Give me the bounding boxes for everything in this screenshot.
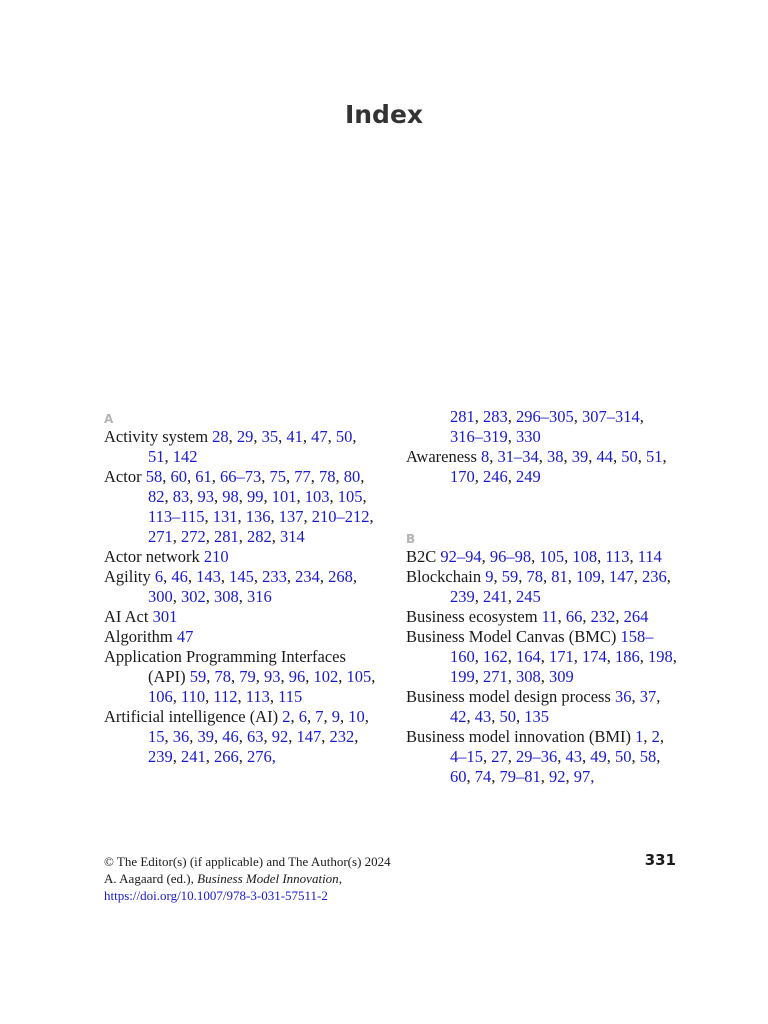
page-ref-link[interactable]: 330 xyxy=(516,427,541,446)
page-ref-link[interactable]: 316–319 xyxy=(450,427,508,446)
page-ref-link[interactable]: 236 xyxy=(642,567,667,586)
page-ref-link[interactable]: 7 xyxy=(315,707,324,726)
page-ref-link[interactable]: 44 xyxy=(596,447,613,466)
citation-prefix: A. Aagaard (ed.), xyxy=(104,871,198,886)
page-ref-link[interactable]: 15 xyxy=(148,727,165,746)
page-ref-link[interactable]: 50 xyxy=(615,747,632,766)
index-entry: B2C 92–94, 96–98, 105, 108, 113, 114 xyxy=(406,547,662,566)
page-ref-link[interactable]: 308 xyxy=(516,667,541,686)
page-ref-link[interactable]: 114 xyxy=(637,547,662,566)
page-ref-link[interactable]: 239 xyxy=(450,587,475,606)
page-ref-link[interactable]: 78 xyxy=(526,567,544,586)
page-ref-link[interactable]: 108 xyxy=(572,547,598,566)
page-ref-link[interactable]: 36 xyxy=(614,687,632,706)
page-ref-link[interactable]: 92–94 xyxy=(440,547,482,566)
index-entry: Business ecosystem 11, 66, 232, 264 xyxy=(406,607,649,626)
page-ref-link[interactable]: 162 xyxy=(483,647,508,666)
citation-suffix: , xyxy=(338,871,342,886)
page-ref-link[interactable]: 268 xyxy=(328,567,353,586)
page-ref-link[interactable]: 281 xyxy=(450,407,475,426)
left-entries xyxy=(104,427,376,767)
page-ref-link[interactable]: 137 xyxy=(278,507,304,526)
page-ref-link[interactable]: 92 xyxy=(271,727,289,746)
section-gap xyxy=(406,487,678,527)
page-ref-link[interactable]: 309 xyxy=(549,667,574,686)
page-ref-link[interactable]: 50 xyxy=(499,707,516,726)
page-ref-link[interactable]: 35 xyxy=(261,427,279,446)
page-ref-link[interactable]: 145 xyxy=(229,567,254,586)
page-ref-link[interactable]: 58 xyxy=(639,747,657,766)
page-ref-link[interactable]: 83 xyxy=(172,487,190,506)
index-entry xyxy=(104,547,376,567)
index-entry: Business model innovation (BMI) 1, 2, 4–15, 27, 29–36, 43, 49, 50, 58, 60, 74, 79–81, 92, 97, xyxy=(406,727,665,786)
page-ref-link[interactable]: 9 xyxy=(331,707,340,726)
index-entry: Awareness 8, 31–34, 38, 39, 44, 50, 51, 170, 246, 249 xyxy=(406,447,667,486)
page-ref-link[interactable]: 50 xyxy=(621,447,638,466)
page-ref-link[interactable]: 241 xyxy=(181,747,206,766)
page-ref-link[interactable]: 164 xyxy=(516,647,541,666)
index-entry: Artificial intelligence (AI) 2, 6, 7, 9, 10, 15, 36, 39, 46, 63, 92, 147, 232, 239, 241, 266, 276, xyxy=(104,707,369,766)
page-ref-link[interactable]: 307–314 xyxy=(582,407,640,426)
index-term: Awareness xyxy=(406,447,481,466)
index-entry: Activity system 28, 29, 35, 41, 47, 50, 51, 142 xyxy=(104,427,357,466)
index-entry: Actor 58, 60, 61, 66–73, 75, 77, 78, 80, 82, 83, 93, 98, 99, 101, 103, 105, 113–115, 131, 136, 137, 210–212, 271, 272, 281, 282, 314 xyxy=(104,467,374,546)
page-ref-link[interactable]: 81 xyxy=(551,567,568,586)
page-ref-link[interactable]: 210–212 xyxy=(311,507,370,526)
page-ref-link[interactable]: 66 xyxy=(565,607,583,626)
page-ref-link[interactable]: 9 xyxy=(485,567,494,586)
page-ref-link[interactable]: 246 xyxy=(483,467,508,486)
index-term: Blockchain xyxy=(406,567,486,586)
page-ref-link[interactable]: 46 xyxy=(171,567,188,586)
page-ref-link[interactable]: 186 xyxy=(615,647,640,666)
page-ref-link[interactable]: 103 xyxy=(304,487,330,506)
page-ref-link[interactable]: 78 xyxy=(318,467,336,486)
page-ref-link[interactable]: 50 xyxy=(335,427,353,446)
page-ref-link[interactable]: 58 xyxy=(145,467,163,486)
page-ref-link[interactable]: 47 xyxy=(311,427,328,446)
index-term: Actor network xyxy=(104,547,204,566)
page-ref-link[interactable]: 300 xyxy=(148,587,173,606)
index-term: Activity system xyxy=(104,427,213,446)
page-ref-link[interactable]: 281 xyxy=(214,527,239,546)
page-ref-link[interactable]: 249 xyxy=(516,467,541,486)
page-ref-link[interactable]: 198 xyxy=(648,647,673,666)
citation-line xyxy=(104,870,664,887)
page-ref-link[interactable]: 296–305 xyxy=(516,407,574,426)
page-ref-link[interactable]: 102 xyxy=(313,667,339,686)
page-ref-link[interactable]: 61 xyxy=(195,467,212,486)
page-ref-link[interactable]: 80 xyxy=(343,467,361,486)
index-term: Business model innovation (BMI) xyxy=(406,727,636,746)
page-ref-link[interactable]: 316 xyxy=(247,587,272,606)
page-ref-link[interactable]: 98 xyxy=(222,487,239,506)
index-entry: Application Programming Interfaces (API) 59, 78, 79, 93, 96, 102, 105, 106, 110, 112, 113, 115 xyxy=(104,647,376,706)
page-ref-link[interactable]: 96 xyxy=(288,667,306,686)
page-ref-link[interactable]: 239 xyxy=(148,747,173,766)
page-ref-link[interactable]: 46 xyxy=(222,727,239,746)
page-ref-link[interactable]: 113–115 xyxy=(148,507,205,526)
page-ref-link[interactable]: 109 xyxy=(576,567,601,586)
page-ref-link[interactable]: 29 xyxy=(236,427,254,446)
page-ref-link[interactable]: 232 xyxy=(590,607,616,626)
page-ref-link[interactable]: 28 xyxy=(212,427,229,446)
page-ref-link[interactable]: 266 xyxy=(214,747,239,766)
index-term: AI Act xyxy=(104,607,153,626)
right-entries-a xyxy=(406,447,678,487)
index-entry: Blockchain 9, 59, 78, 81, 109, 147, 236, 239, 241, 245 xyxy=(406,567,671,606)
page-ref-link[interactable]: 31–34 xyxy=(497,447,539,466)
page-ref-link[interactable]: 60 xyxy=(450,767,467,786)
page-ref-link[interactable]: 41 xyxy=(286,427,303,446)
page-ref-link[interactable]: 272 xyxy=(181,527,206,546)
page-ref-link[interactable]: 241 xyxy=(483,587,508,606)
index-term: B2C xyxy=(406,547,441,566)
page-ref-link[interactable]: 171 xyxy=(549,647,574,666)
index-term: Business Model Canvas (BMC) xyxy=(406,627,621,646)
page-ref-link[interactable]: 78 xyxy=(214,667,231,686)
page-ref-link[interactable]: 11 xyxy=(541,607,558,626)
page-ref-link[interactable]: 1 xyxy=(635,727,644,746)
page-ref-link[interactable]: 271 xyxy=(148,527,173,546)
page-ref-link[interactable]: 79 xyxy=(239,667,256,686)
page-ref-link[interactable]: 63 xyxy=(247,727,264,746)
page-ref-link[interactable]: 59 xyxy=(501,567,519,586)
page-ref-link[interactable]: 49 xyxy=(590,747,607,766)
page-number: 331 xyxy=(644,851,676,869)
footer xyxy=(104,853,664,904)
page-ref-link[interactable]: 158–160 xyxy=(450,627,654,666)
page-ref-link[interactable]: 36 xyxy=(172,727,190,746)
page-ref-link[interactable]: 276, xyxy=(247,747,276,766)
page-ref-link[interactable]: 302 xyxy=(181,587,206,606)
page-ref-link[interactable]: 115 xyxy=(278,687,303,706)
continuation-pages: 281, 283, 296–305, 307–314, 316–319, 330 xyxy=(450,407,644,446)
page-ref-link[interactable]: 105 xyxy=(337,487,363,506)
index-entry: Agility 6, 46, 143, 145, 233, 234, 268, 300, 302, 308, 316 xyxy=(104,567,358,606)
page-ref-link[interactable]: 42 xyxy=(450,707,467,726)
page-ref-link[interactable]: 113 xyxy=(245,687,270,706)
page-ref-link[interactable]: 131 xyxy=(212,507,238,526)
page-ref-link[interactable]: 6 xyxy=(154,567,164,586)
index-term: Application Programming Interfaces (API) xyxy=(104,647,346,686)
page-ref-link[interactable]: 110 xyxy=(181,687,206,706)
page-ref-link[interactable]: 170 xyxy=(450,467,475,486)
page-ref-link[interactable]: 29–36 xyxy=(516,747,558,766)
page-ref-link[interactable]: 147 xyxy=(296,727,322,746)
page-ref-link[interactable]: 93 xyxy=(263,667,281,686)
doi-link[interactable]: https://doi.org/10.1007/978-3-031-57511-2 xyxy=(104,888,328,903)
index-column-left xyxy=(104,407,376,767)
page-ref-link[interactable]: 135 xyxy=(524,707,549,726)
index-column-right xyxy=(406,407,678,787)
page-ref-link[interactable]: 51 xyxy=(646,447,663,466)
page-ref-link[interactable]: 10 xyxy=(348,707,365,726)
copyright-line: © The Editor(s) (if applicable) and The Author(s) 2024 xyxy=(104,854,391,869)
page-ref-link[interactable]: 174 xyxy=(582,647,607,666)
index-term: Actor xyxy=(104,467,146,486)
right-entries-b xyxy=(406,547,678,787)
page-ref-link[interactable]: 82 xyxy=(148,487,165,506)
index-term: Business ecosystem xyxy=(406,607,542,626)
index-entry xyxy=(104,607,376,627)
index-entry xyxy=(104,627,376,647)
page-ref-link[interactable]: 92 xyxy=(549,767,566,786)
page-ref-link[interactable]: 77 xyxy=(294,467,311,486)
page-ref-link[interactable]: 105 xyxy=(346,667,372,686)
page-ref-link[interactable]: 47 xyxy=(176,627,194,646)
page-ref-link[interactable]: 2 xyxy=(651,727,660,746)
index-entry: Business Model Canvas (BMC) 158–160, 162, 164, 171, 174, 186, 198, 199, 271, 308, 309 xyxy=(406,627,677,686)
page-ref-link[interactable]: 283 xyxy=(483,407,508,426)
page-ref-link[interactable]: 38 xyxy=(547,447,564,466)
page-ref-link[interactable]: 39 xyxy=(571,447,589,466)
page-ref-link[interactable]: 99 xyxy=(247,487,264,506)
page-ref-link[interactable]: 97, xyxy=(573,767,595,786)
page-ref-link[interactable]: 106 xyxy=(148,687,173,706)
page-ref-link[interactable]: 51 xyxy=(148,447,165,466)
page-ref-link[interactable]: 113 xyxy=(605,547,630,566)
page-ref-link[interactable]: 264 xyxy=(623,607,649,626)
page-ref-link[interactable]: 142 xyxy=(172,447,198,466)
page-ref-link[interactable]: 301 xyxy=(152,607,178,626)
page-title: Index xyxy=(344,100,424,129)
page-ref-link[interactable]: 271 xyxy=(483,667,508,686)
page-ref-link[interactable]: 232 xyxy=(329,727,355,746)
page-ref-link[interactable]: 282 xyxy=(247,527,272,546)
page-ref-link[interactable]: 6 xyxy=(298,707,307,726)
page-ref-link[interactable]: 8 xyxy=(481,447,490,466)
page-ref-link[interactable]: 143 xyxy=(196,567,221,586)
page-ref-link[interactable]: 43 xyxy=(565,747,582,766)
page-ref-link[interactable]: 233 xyxy=(262,567,287,586)
index-term: Artificial intelligence (AI) xyxy=(104,707,283,726)
page-ref-link[interactable]: 147 xyxy=(609,567,634,586)
page-ref-link[interactable]: 210 xyxy=(203,547,229,566)
book-title: Business Model Innovation xyxy=(197,871,339,886)
page-ref-link[interactable]: 66–73 xyxy=(219,467,262,486)
page-ref-link[interactable]: 27 xyxy=(491,747,508,766)
page-ref-link[interactable]: 74 xyxy=(474,767,492,786)
page-ref-link[interactable]: 136 xyxy=(245,507,271,526)
page-ref-link[interactable]: 60 xyxy=(170,467,187,486)
page-ref-link[interactable]: 79–81 xyxy=(499,767,541,786)
page-ref-link[interactable]: 75 xyxy=(269,467,286,486)
section-letter-b: B xyxy=(406,532,416,546)
index-term: Algorithm xyxy=(104,627,177,646)
page-ref-link[interactable]: 105 xyxy=(539,547,565,566)
page-ref-link[interactable]: 245 xyxy=(516,587,541,606)
page-ref-link[interactable]: 112 xyxy=(213,687,238,706)
page-ref-link[interactable]: 59 xyxy=(189,667,207,686)
page-ref-link[interactable]: 39 xyxy=(197,727,214,746)
page-ref-link[interactable]: 308 xyxy=(214,587,239,606)
page-ref-link[interactable]: 43 xyxy=(474,707,492,726)
page-ref-link[interactable]: 101 xyxy=(271,487,297,506)
page-ref-link[interactable]: 199 xyxy=(450,667,475,686)
index-term: Agility xyxy=(104,567,155,586)
page-ref-link[interactable]: 234 xyxy=(295,567,320,586)
index-entry: Business model design process 36, 37, 42, 43, 50, 135 xyxy=(406,687,661,726)
index-term: Business model design process xyxy=(406,687,615,706)
page-ref-link[interactable]: 93 xyxy=(197,487,214,506)
page-ref-link[interactable]: 37 xyxy=(639,687,657,706)
page-ref-link[interactable]: 2 xyxy=(282,707,291,726)
page-ref-link[interactable]: 96–98 xyxy=(489,547,532,566)
page-ref-link[interactable]: 314 xyxy=(280,527,305,546)
page-ref-link[interactable]: 4–15 xyxy=(450,747,483,766)
section-letter-a: A xyxy=(104,412,114,426)
